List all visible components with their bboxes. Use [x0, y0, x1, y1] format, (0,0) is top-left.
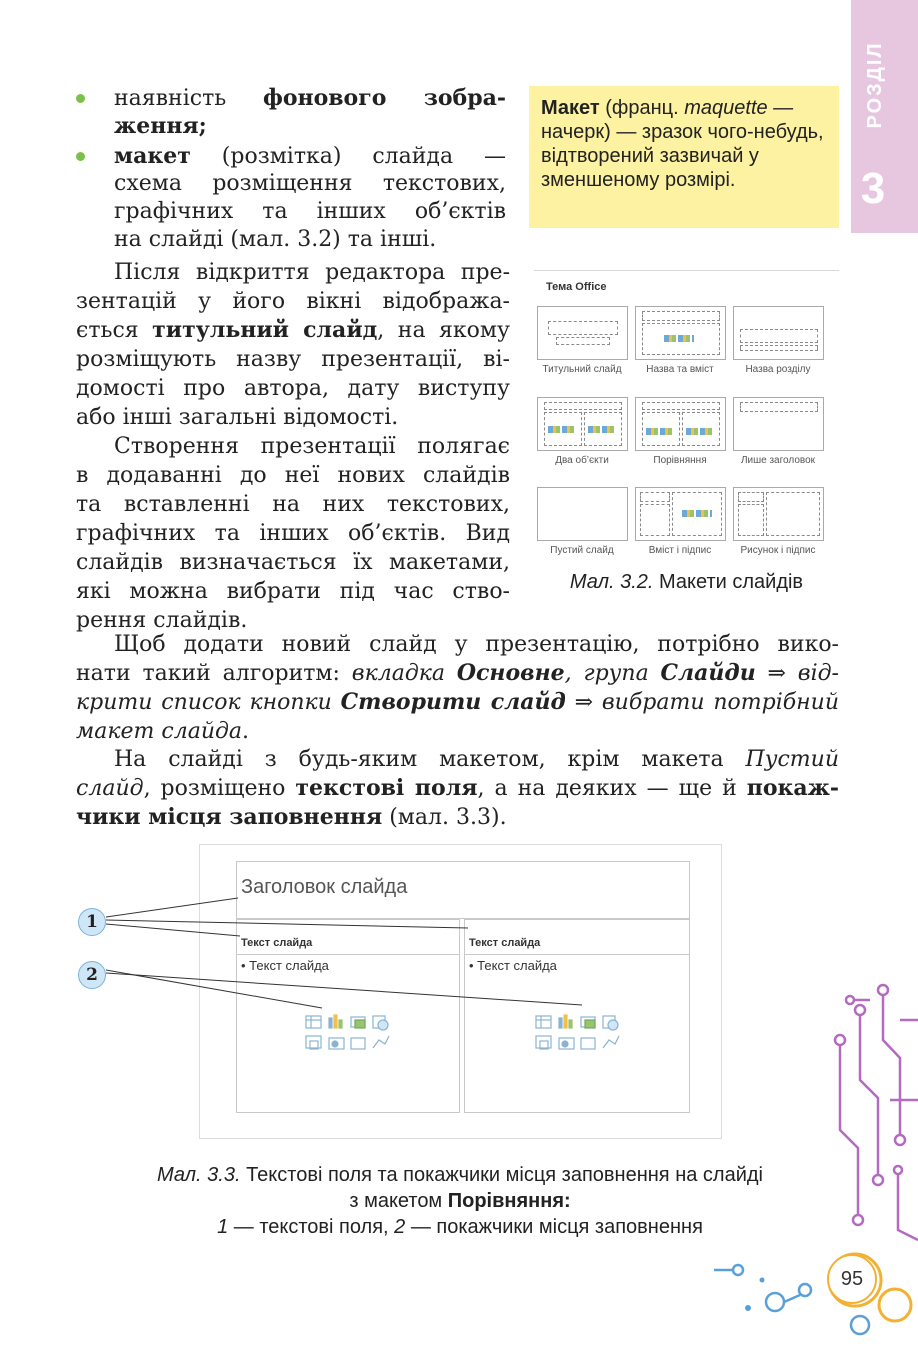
text-segment: Створення презентації полягає	[114, 434, 510, 459]
text-segment: (розмітка) слайда —	[190, 144, 506, 169]
text-segment: ⇒ вибрати потрібний	[565, 690, 839, 715]
layout-name: Титульний слайд	[542, 364, 622, 375]
layout-name: Назва розділу	[745, 364, 811, 375]
text-segment: слайд	[76, 776, 144, 801]
page-number: 95	[827, 1254, 877, 1304]
caption-n1: 1	[217, 1216, 229, 1238]
right-bullet-text: • Текст слайда	[469, 958, 557, 973]
figure-3-2-text: Макети слайдів	[653, 571, 804, 593]
text-segment: титульний слайд	[152, 317, 378, 343]
note-foreign-word: maquette	[684, 97, 768, 119]
slide-title-text: Заголовок слайда	[241, 876, 408, 898]
text-segment: та вставленні на них текстових,	[76, 492, 510, 517]
note-part1: (франц.	[599, 97, 685, 119]
text-segment: в додаванні до неї нових слайдів	[76, 463, 510, 488]
text-segment: рення слайдів.	[76, 608, 248, 633]
text-segment: Створити слайд	[340, 689, 566, 715]
text-segment: крити список кнопки	[76, 690, 341, 715]
text-segment: покаж-	[746, 775, 840, 801]
text-segment: зентацій у його вікні відобража-	[76, 289, 510, 314]
layout-name: Вміст і підпис	[648, 545, 712, 556]
text-segment: ження;	[114, 113, 207, 139]
layout-name: Рисунок і підпис	[740, 545, 816, 556]
layout-name: Пустий слайд	[550, 545, 614, 556]
text-segment: (мал. 3.3).	[382, 805, 507, 830]
layout-name: Два об’єкти	[555, 455, 609, 466]
text-segment: група	[583, 661, 661, 686]
text-segment: ,	[564, 661, 584, 686]
text-segment: Основне	[456, 660, 565, 686]
text-segment: на слайді (мал. 3.2) та інші.	[114, 227, 437, 252]
text-segment: чики місця заповнення	[76, 804, 383, 830]
text-segment: На слайді з будь-яким макетом, крім макета	[114, 747, 746, 772]
text-segment: Пустий	[745, 747, 839, 772]
caption-line-2-pre: з макетом	[349, 1190, 448, 1212]
text-segment: які можна вибрати під час ство-	[76, 579, 510, 604]
note-part2: — начерк) — зразок чого-небудь, відтворений зазвичай у зменшеному розмірі.	[541, 97, 824, 191]
text-segment: , а на деяких — ще й	[477, 776, 747, 801]
caption-t1: — текстові поля,	[228, 1216, 395, 1238]
text-segment: розміщують назву презентації, ві-	[76, 347, 510, 372]
caption-line-2-bold: Порівняння:	[447, 1190, 571, 1212]
figure-3-3-label: Мал. 3.3.	[156, 1164, 241, 1186]
section-tab-word: РОЗДІЛ	[864, 41, 886, 129]
text-segment: нати такий алгоритм:	[76, 661, 352, 686]
section-tab-number: 3	[860, 164, 886, 213]
text-segment: графічних та інших об’єктів. Вид	[76, 521, 510, 546]
note-term: Макет	[541, 97, 600, 119]
text-segment: , на якому	[377, 318, 510, 343]
left-heading-text: Текст слайда	[241, 937, 313, 949]
text-segment: Після відкриття редактора пре-	[114, 260, 510, 285]
theme-header: Тема Office	[546, 281, 607, 293]
left-bullet-text: • Текст слайда	[241, 958, 329, 973]
caption-text-1: Текстові поля та покажчики місця заповнення на слайді	[240, 1164, 763, 1186]
text-segment: схема розміщення текстових,	[114, 171, 506, 196]
text-segment: макет слайда	[76, 719, 243, 744]
text-segment: , розміщено	[143, 776, 296, 801]
text-segment: макет	[114, 143, 191, 169]
caption-t2: — покажчики місця заповнення	[405, 1216, 703, 1238]
layout-name: Лише заголовок	[740, 455, 816, 466]
right-heading-text: Текст слайда	[469, 937, 541, 949]
text-segment: .	[242, 719, 250, 744]
layout-name: Порівняння	[653, 455, 707, 466]
circuit-decoration	[700, 980, 918, 1360]
callout-1: 1	[78, 908, 106, 936]
text-segment: графічних та інших об’єктів	[114, 199, 506, 224]
text-segment: Щоб додати новий слайд у презентацію, потрібно вико-	[114, 632, 839, 657]
callout-2: 2	[78, 961, 106, 989]
text-segment: наявність	[114, 86, 263, 111]
caption-n2: 2	[394, 1216, 406, 1238]
text-segment: фонового зобра-	[262, 85, 506, 111]
text-segment: вкладка	[351, 661, 457, 686]
text-segment: ⇒ від-	[755, 661, 839, 686]
text-segment: текстові поля	[295, 775, 478, 801]
text-segment: Слайди	[660, 660, 756, 686]
layout-name: Назва та вміст	[646, 364, 714, 375]
text-segment: або інші загальні відомості.	[76, 405, 399, 430]
figure-3-2-label: Мал. 3.2.	[569, 571, 654, 593]
text-segment: домості про автора, дату виступу	[76, 376, 510, 401]
text-segment: слайдів визначається їх макетами,	[76, 550, 510, 575]
text-segment: ється	[76, 318, 153, 343]
